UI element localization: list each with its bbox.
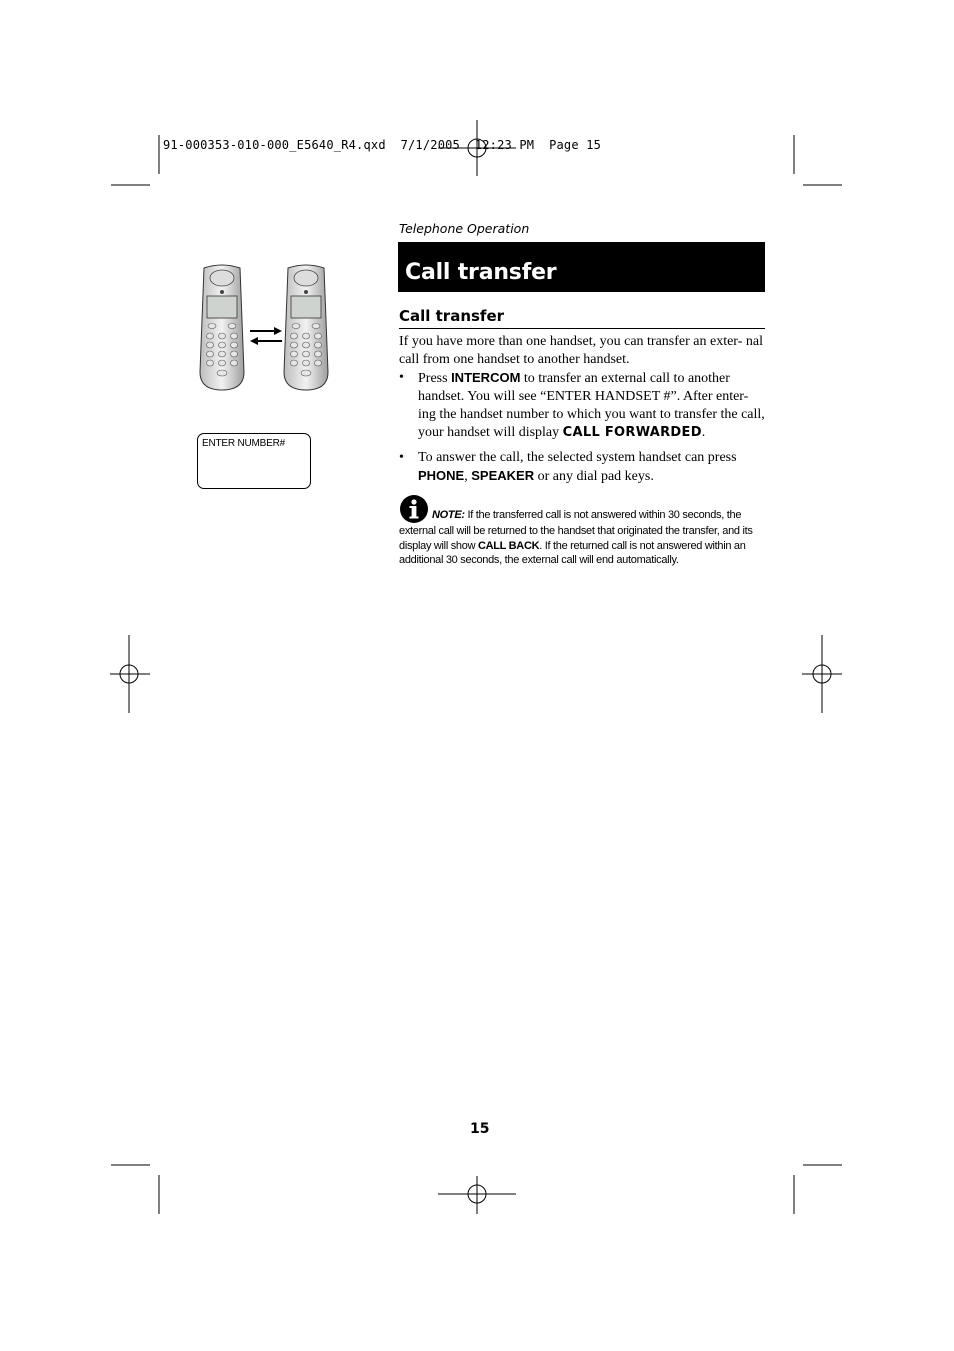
bullet-dot: •	[399, 370, 404, 385]
note-block: NOTE: If the transferred call is not answered within 30 seconds, the external call will be returned to the handset that originated the transfer, and its display will show CALL BACK. If the returned call is not answered within an additional 30 seconds, the external call will end automatically.	[399, 494, 767, 568]
call-back-label: CALL BACK	[477, 539, 540, 552]
registration-mark-right-icon	[802, 635, 842, 713]
bullet-dot: •	[399, 450, 404, 465]
title-bar	[398, 242, 765, 292]
page-title: Call transfer	[405, 260, 557, 285]
bullet-item-answer: • To answer the call, the selected system handset can press PHONE, SPEAKER or any dial pad keys.	[399, 450, 737, 484]
speaker-key-label: SPEAKER	[471, 468, 535, 483]
file-slug: 91-000353-010-000_E5640_R4.qxd 7/1/2005 12:23 PM Page 15	[163, 138, 602, 152]
bullet-item-intercom: • Press INTERCOM to transfer an external call to another handset. You will see “ENTER HANDSET #”. After enter- ing the handset number to which you want to transfer the call, your handset will display CALL FORWARDED.	[399, 370, 765, 440]
registration-mark-bottom-icon	[438, 1176, 516, 1214]
section-label: Telephone Operation	[399, 221, 530, 236]
registration-mark-left-icon	[110, 635, 150, 713]
page-number: 15	[470, 1121, 490, 1137]
intercom-key-label: INTERCOM	[451, 370, 521, 385]
note-label: NOTE:	[432, 509, 465, 521]
info-icon	[399, 494, 429, 524]
call-forwarded-label: CALL FORWARDED	[562, 425, 702, 440]
body-text	[399, 333, 765, 486]
intro-paragraph: If you have more than one handset, you can transfer an exter- nal call from one handset to another handset.	[399, 334, 763, 367]
phone-key-label: PHONE	[418, 468, 465, 483]
transfer-arrows-icon	[248, 325, 284, 347]
lcd-display	[197, 433, 311, 489]
lcd-text: ENTER NUMBER#	[202, 438, 285, 449]
subheading: Call transfer	[399, 307, 765, 329]
